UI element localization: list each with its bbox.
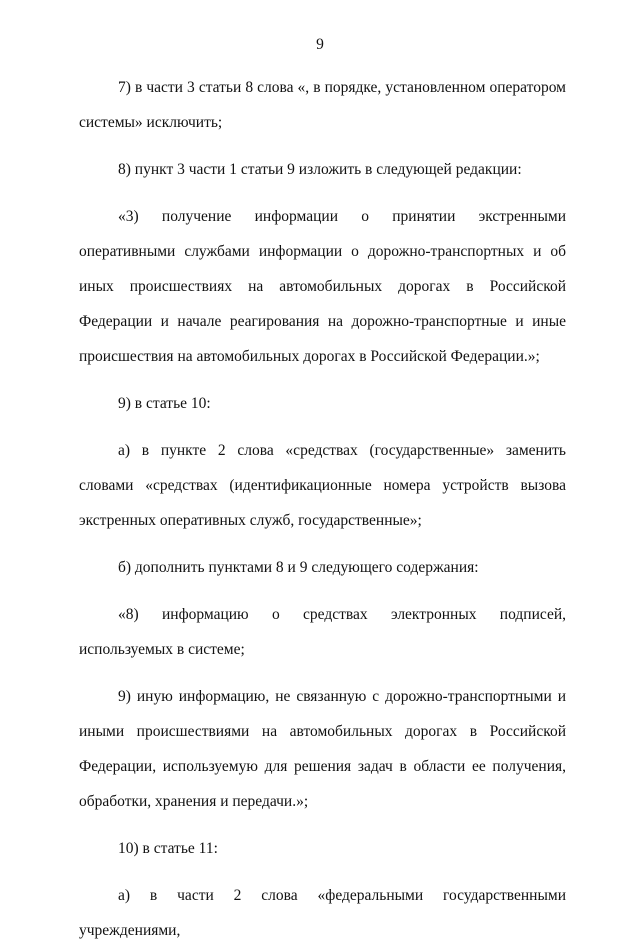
page-number: 9 xyxy=(316,36,324,53)
paragraph-7-part3-article8: 7) в части 3 статьи 8 слова «, в порядке, установленном оператором системы» исключить; xyxy=(79,79,566,131)
paragraph-10-article11: 10) в статье 11: xyxy=(118,840,218,857)
paragraph-a-item2: а) в пункте 2 слова «средствах (государственные» заменить словами «средствах (идентификационные номера устройств вызова экстренных оперативных служб, государственные»; xyxy=(79,442,566,529)
paragraph-8-article9: 8) пункт 3 части 1 статьи 9 изложить в следующей редакции: xyxy=(118,161,522,178)
document-body xyxy=(79,70,566,948)
paragraph-new-item3: «3) получение информации о принятии экстренными оперативными службами информации о дорожно-транспортных и об иных происшествиях на автомобильных дорогах в Российской Федерации и начале реагирования на дорожно-транспортные и иные происшествия на автомобильных дорогах в Российской Федерации.»; xyxy=(79,208,566,365)
paragraph-a-part2: а) в части 2 слова «федеральными государственными учреждениями, xyxy=(79,887,566,939)
paragraph-b-add-items: б) дополнить пунктами 8 и 9 следующего содержания: xyxy=(118,559,479,576)
paragraph-new-item9: 9) иную информацию, не связанную с дорожно-транспортными и иными происшествиями на автомобильных дорогах в Российской Федерации, используемую для решения задач в области ее получения, обработки, хранения и передачи.»; xyxy=(79,688,566,810)
paragraph-9-article10: 9) в статье 10: xyxy=(118,395,211,412)
paragraph-new-item8: «8) информацию о средствах электронных подписей, используемых в системе; xyxy=(79,606,566,658)
